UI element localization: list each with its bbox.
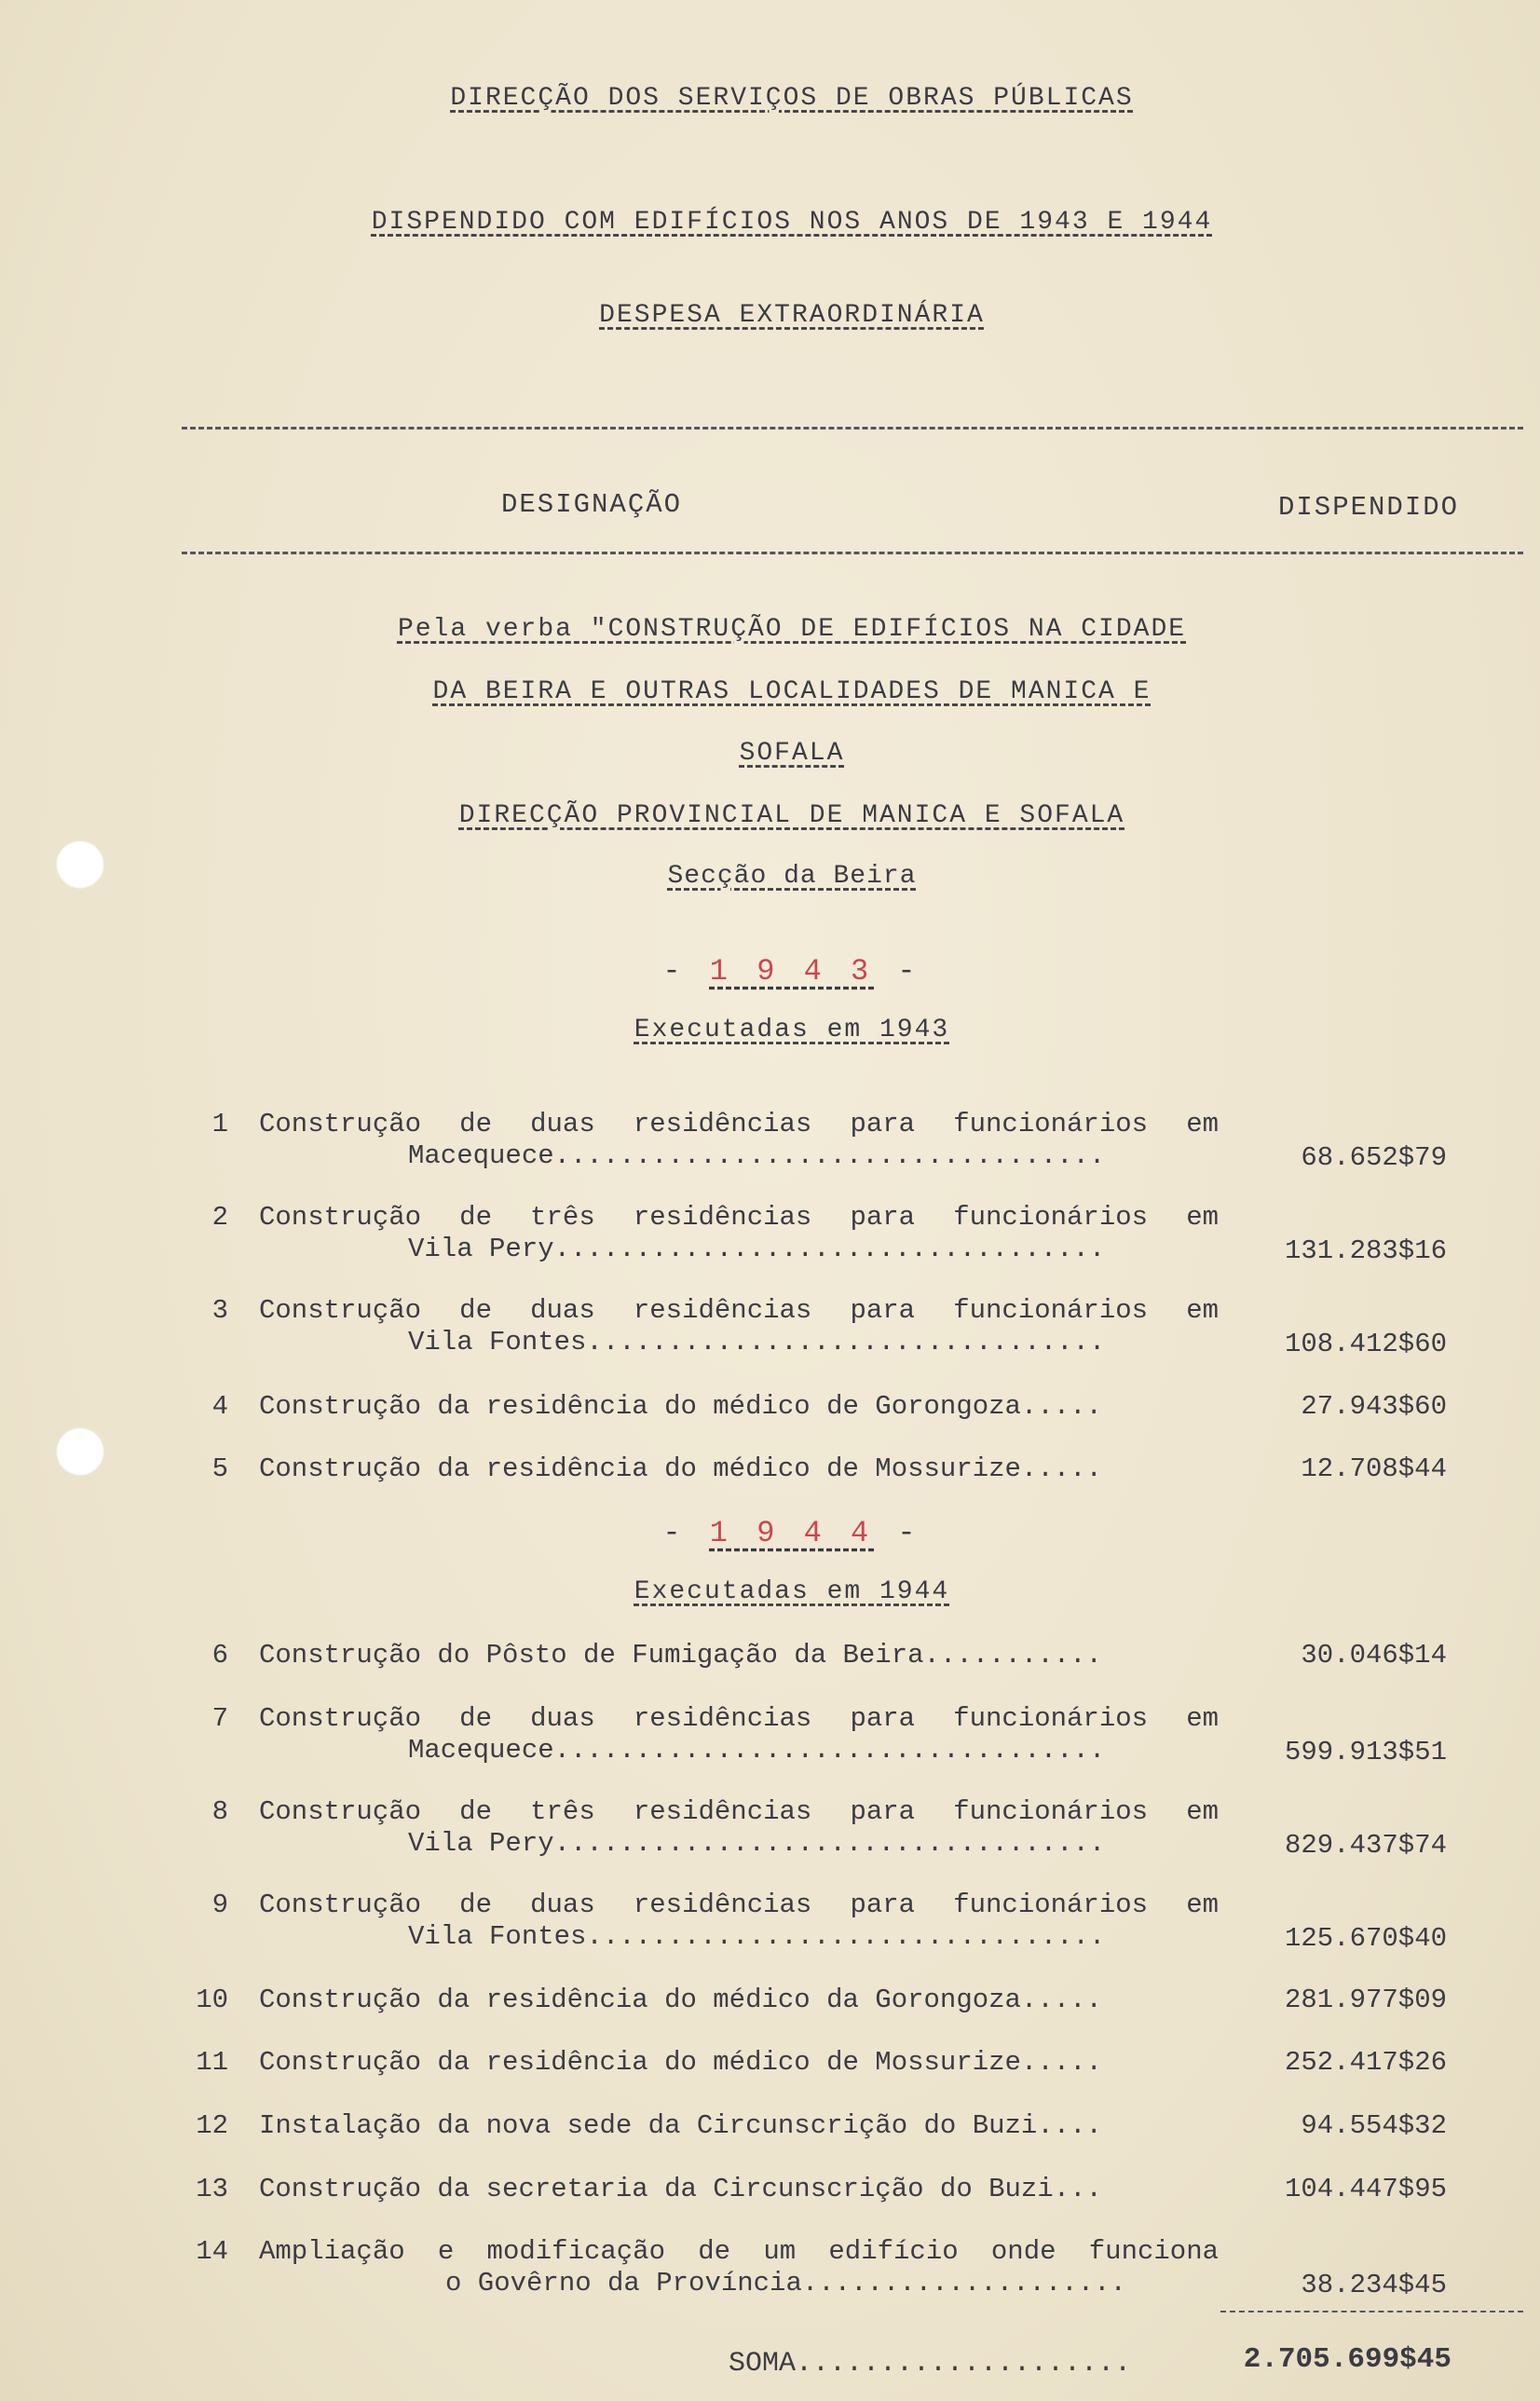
item-description: Construção de duas residências para funcionários em bbox=[259, 1703, 1219, 1734]
item-description: Construção de três residências para funcionários em bbox=[259, 1202, 1219, 1233]
item-amount: 94.554$32 bbox=[1301, 2110, 1447, 2141]
item-amount: 599.913$51 bbox=[1284, 1737, 1447, 1767]
item-amount: 27.943$60 bbox=[1301, 1391, 1447, 1422]
subtitle-1943: Executadas em 1943 bbox=[634, 1016, 950, 1044]
item-amount: 125.670$40 bbox=[1284, 1923, 1447, 1954]
item-description: Construção da residência do médico de Mossurize..... bbox=[259, 2047, 1102, 2078]
header-title: DIRECÇÃO DOS SERVIÇOS DE OBRAS PÚBLICAS bbox=[450, 84, 1134, 113]
item-description: Construção da residência do médico da Gorongoza..... bbox=[259, 1985, 1102, 2015]
year-1943-heading: - 1 9 4 3 - bbox=[662, 954, 921, 989]
item-number: 12 bbox=[196, 2110, 228, 2141]
item-description-cont: Vila Pery.................................. bbox=[408, 1234, 1106, 1264]
section-name: Secção da Beira bbox=[667, 862, 917, 891]
item-number: 10 bbox=[196, 1985, 228, 2015]
total-label: SOMA.................... bbox=[729, 2348, 1132, 2380]
item-description: Construção da residência do médico de Mossurize..... bbox=[259, 1453, 1102, 1484]
item-description: Construção de duas residências para funcionários em bbox=[259, 1109, 1219, 1139]
total-rule bbox=[1220, 2311, 1523, 2312]
item-number: 13 bbox=[196, 2174, 228, 2204]
table-header-rule bbox=[182, 552, 1523, 554]
item-description-cont: Vila Pery.................................. bbox=[408, 1828, 1106, 1859]
item-number: 14 bbox=[196, 2236, 228, 2267]
item-amount: 12.708$44 bbox=[1301, 1453, 1447, 1484]
total-amount: 2.705.699$45 bbox=[1243, 2343, 1451, 2376]
item-amount: 281.977$09 bbox=[1284, 1985, 1447, 2015]
item-number: 2 bbox=[211, 1202, 228, 1233]
header-subtitle: DISPENDIDO COM EDIFÍCIOS NOS ANOS DE 1943 E 1944 bbox=[371, 208, 1213, 237]
item-description: Instalação da nova sede da Circunscrição do Buzi.... bbox=[259, 2110, 1102, 2141]
item-amount: 68.652$79 bbox=[1301, 1142, 1447, 1173]
item-description: Construção de duas residências para funcionários em bbox=[259, 1295, 1219, 1326]
item-description: Construção da secretaria da Circunscrição do Buzi... bbox=[259, 2174, 1102, 2204]
punch-hole bbox=[56, 840, 104, 889]
column-header-spent: DISPENDIDO bbox=[1278, 492, 1460, 523]
item-amount: 30.046$14 bbox=[1301, 1640, 1447, 1671]
table-top-rule bbox=[182, 427, 1523, 430]
item-description: Construção de duas residências para funcionários em bbox=[259, 1889, 1219, 1920]
verba-line-3: SOFALA bbox=[739, 739, 845, 768]
item-description: Construção de três residências para funcionários em bbox=[259, 1796, 1219, 1827]
column-header-designation: DESIGNAÇÃO bbox=[501, 489, 683, 520]
provincial-direction: DIRECÇÃO PROVINCIAL DE MANICA E SOFALA bbox=[458, 801, 1125, 830]
item-number: 9 bbox=[211, 1889, 228, 1920]
item-description: Construção da residência do médico de Gorongoza..... bbox=[259, 1391, 1102, 1422]
year-1943: 1 9 4 3 bbox=[709, 954, 875, 989]
year-1944: 1 9 4 4 bbox=[709, 1516, 875, 1550]
item-amount: 108.412$60 bbox=[1284, 1329, 1447, 1359]
item-description-cont: Macequece.................................. bbox=[408, 1735, 1106, 1766]
item-description-cont: Vila Fontes................................ bbox=[408, 1921, 1106, 1952]
item-amount: 104.447$95 bbox=[1284, 2174, 1447, 2204]
header-expense-type: DESPESA EXTRAORDINÁRIA bbox=[599, 301, 985, 330]
item-amount: 829.437$74 bbox=[1284, 1830, 1447, 1861]
item-description-cont: o Govêrno da Província.................... bbox=[445, 2268, 1126, 2299]
subtitle-1944: Executadas em 1944 bbox=[634, 1577, 950, 1606]
item-number: 8 bbox=[211, 1796, 228, 1827]
item-description: Ampliação e modificação de um edifício onde funciona bbox=[259, 2236, 1219, 2267]
verba-line-1: Pela verba "CONSTRUÇÃO DE EDIFÍCIOS NA CIDADE bbox=[397, 615, 1187, 644]
year-1944-heading: - 1 9 4 4 - bbox=[662, 1516, 921, 1550]
item-description-cont: Macequece.................................. bbox=[408, 1140, 1106, 1171]
item-number: 11 bbox=[196, 2047, 228, 2078]
item-number: 1 bbox=[211, 1109, 228, 1139]
punch-hole bbox=[56, 1427, 104, 1476]
item-number: 6 bbox=[211, 1640, 228, 1671]
item-number: 7 bbox=[211, 1703, 228, 1734]
item-amount: 252.417$26 bbox=[1284, 2047, 1447, 2078]
item-number: 3 bbox=[211, 1295, 228, 1326]
verba-line-2: DA BEIRA E OUTRAS LOCALIDADES DE MANICA E bbox=[432, 677, 1152, 706]
item-number: 5 bbox=[211, 1453, 228, 1484]
item-number: 4 bbox=[211, 1391, 228, 1422]
item-amount: 38.234$45 bbox=[1301, 2270, 1447, 2300]
item-amount: 131.283$16 bbox=[1284, 1235, 1447, 1266]
item-description: Construção do Pôsto de Fumigação da Beira........... bbox=[259, 1640, 1102, 1671]
item-description-cont: Vila Fontes................................ bbox=[408, 1327, 1106, 1357]
